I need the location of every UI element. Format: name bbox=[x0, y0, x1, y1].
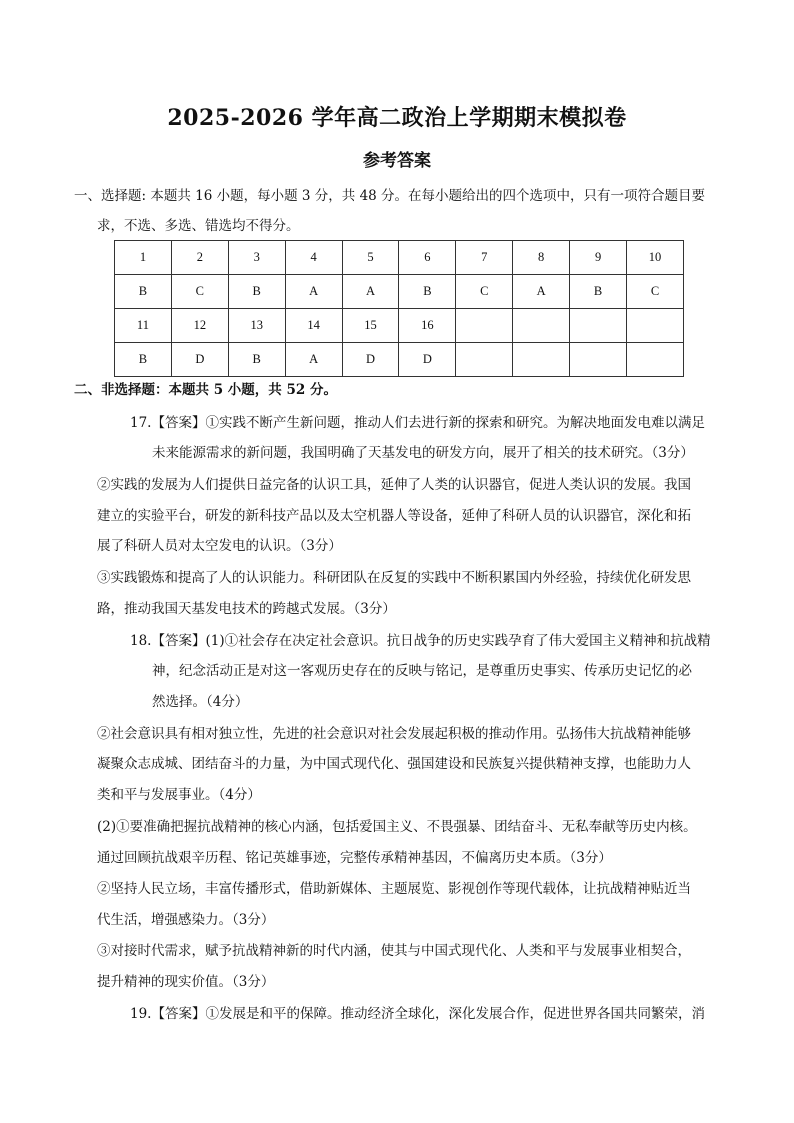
answer-table-cell: B bbox=[115, 275, 172, 309]
q18-line-2: 神，纪念活动正是对这一客观历史存在的反映与铭记，是尊重历史事实、传承历史记忆的必 bbox=[152, 663, 692, 679]
answer-table-cell: 1 bbox=[115, 241, 172, 275]
answer-table-cell: 8 bbox=[513, 241, 570, 275]
answer-table-cell: C bbox=[627, 275, 684, 309]
answer-table-cell bbox=[456, 343, 513, 377]
answer-table-cell: 3 bbox=[228, 241, 285, 275]
answer-table-cell: 2 bbox=[171, 241, 228, 275]
answer-table-cell: 6 bbox=[399, 241, 456, 275]
answer-table-cell: 16 bbox=[399, 309, 456, 343]
page-title: 2025-2026 学年高二政治上学期期末模拟卷 bbox=[167, 105, 627, 131]
answer-table-cell: C bbox=[171, 275, 228, 309]
q18-line-10: 代生活，增强感染力。（3分） bbox=[97, 912, 275, 928]
answer-table-cell: 5 bbox=[342, 241, 399, 275]
q18-line-11: ③对接时代需求，赋予抗战精神新的时代内涵，使其与中国式现代化、人类和平与发展事业相契合， bbox=[97, 943, 691, 959]
q18-line-9: ②坚持人民立场，丰富传播形式，借助新媒体、主题展览、影视创作等现代载体，让抗战精神贴近当 bbox=[97, 881, 691, 897]
q18-line-3: 然选择。（4分） bbox=[152, 694, 249, 710]
answer-table-cell: A bbox=[513, 275, 570, 309]
answer-table-cell: 4 bbox=[285, 241, 342, 275]
answer-table-cell: D bbox=[399, 343, 456, 377]
q17-line-3: ②实践的发展为人们提供日益完备的认识工具，延伸了人类的认识器官，促进人类认识的发展。我国 bbox=[97, 477, 691, 493]
answer-table-cell: D bbox=[171, 343, 228, 377]
answer-table-cell: D bbox=[342, 343, 399, 377]
answer-table-cell: 13 bbox=[228, 309, 285, 343]
answer-table-cell: 14 bbox=[285, 309, 342, 343]
answer-table-cell: 9 bbox=[570, 241, 627, 275]
answer-table-cell bbox=[513, 343, 570, 377]
q18-line-6: 类和平与发展事业。（4分） bbox=[97, 787, 261, 803]
answer-table-cell: B bbox=[115, 343, 172, 377]
answer-table-cell: A bbox=[342, 275, 399, 309]
q17-line-7: 路，推动我国天基发电技术的跨越式发展。（3分） bbox=[97, 601, 396, 617]
answer-table-cell bbox=[456, 309, 513, 343]
answer-table-cell: 12 bbox=[171, 309, 228, 343]
q19-line-1: 19.【答案】①发展是和平的保障。推动经济全球化，深化发展合作，促进世界各国共同繁荣，消 bbox=[130, 1006, 705, 1022]
q18-line-1: 18.【答案】(1)①社会存在决定社会意识。抗日战争的历史实践孕育了伟大爱国主义精神和抗战精 bbox=[130, 633, 711, 649]
answer-table-row bbox=[115, 275, 684, 309]
answer-table-cell: B bbox=[399, 275, 456, 309]
q17-line-2: 未来能源需求的新问题，我国明确了天基发电的研发方向，展开了相关的技术研究。（3分） bbox=[152, 445, 694, 461]
answer-table-cell: B bbox=[570, 275, 627, 309]
section1-line1: 一、选择题: 本题共 16 小题，每小题 3 分，共 48 分。在每小题给出的四个选项中，只有一项符合题目要 bbox=[74, 188, 706, 204]
q18-line-12: 提升精神的现实价值。（3分） bbox=[97, 974, 275, 990]
q18-line-7: (2)①要准确把握抗战精神的核心内涵，包括爱国主义、不畏强暴、团结奋斗、无私奉献等历史内核。 bbox=[97, 819, 697, 835]
q18-line-8: 通过回顾抗战艰辛历程、铭记英雄事迹，完整传承精神基因，不偏离历史本质。（3分） bbox=[97, 850, 612, 866]
q17-line-4: 建立的实验平台，研发的新科技产品以及太空机器人等设备，延伸了科研人员的认识器官，深化和拓 bbox=[97, 508, 691, 524]
q17-line-5: 展了科研人员对太空发电的认识。（3分） bbox=[97, 538, 342, 554]
answer-table-row bbox=[115, 309, 684, 343]
page-subtitle: 参考答案 bbox=[363, 151, 431, 171]
answer-table-cell: B bbox=[228, 343, 285, 377]
answer-table-cell: A bbox=[285, 275, 342, 309]
answer-table-row bbox=[115, 241, 684, 275]
answer-table-cell bbox=[627, 309, 684, 343]
answer-table-cell: 10 bbox=[627, 241, 684, 275]
section2-heading: 二、非选择题：本题共 5 小题，共 52 分。 bbox=[74, 382, 337, 398]
answer-table bbox=[114, 240, 684, 377]
answer-table-cell: B bbox=[228, 275, 285, 309]
answer-table-cell bbox=[627, 343, 684, 377]
answer-table-cell bbox=[570, 309, 627, 343]
answer-table-cell bbox=[513, 309, 570, 343]
q18-line-5: 凝聚众志成城、团结奋斗的力量，为中国式现代化、强国建设和民族复兴提供精神支撑，也能助力人 bbox=[97, 756, 691, 772]
answer-table-cell: 11 bbox=[115, 309, 172, 343]
answer-table-cell bbox=[570, 343, 627, 377]
q17-line-6: ③实践锻炼和提高了人的认识能力。科研团队在反复的实践中不断积累国内外经验，持续优化研发思 bbox=[97, 570, 691, 586]
section1-line2: 求，不选、多选、错选均不得分。 bbox=[97, 218, 300, 234]
q17-line-1: 17.【答案】①实践不断产生新问题，推动人们去进行新的探索和研究。为解决地面发电难以满足 bbox=[130, 415, 705, 431]
answer-table-row bbox=[115, 343, 684, 377]
answer-table-cell: A bbox=[285, 343, 342, 377]
answer-table-cell: 15 bbox=[342, 309, 399, 343]
answer-table-cell: 7 bbox=[456, 241, 513, 275]
answer-table-cell: C bbox=[456, 275, 513, 309]
q18-line-4: ②社会意识具有相对独立性，先进的社会意识对社会发展起积极的推动作用。弘扬伟大抗战精神能够 bbox=[97, 726, 691, 742]
